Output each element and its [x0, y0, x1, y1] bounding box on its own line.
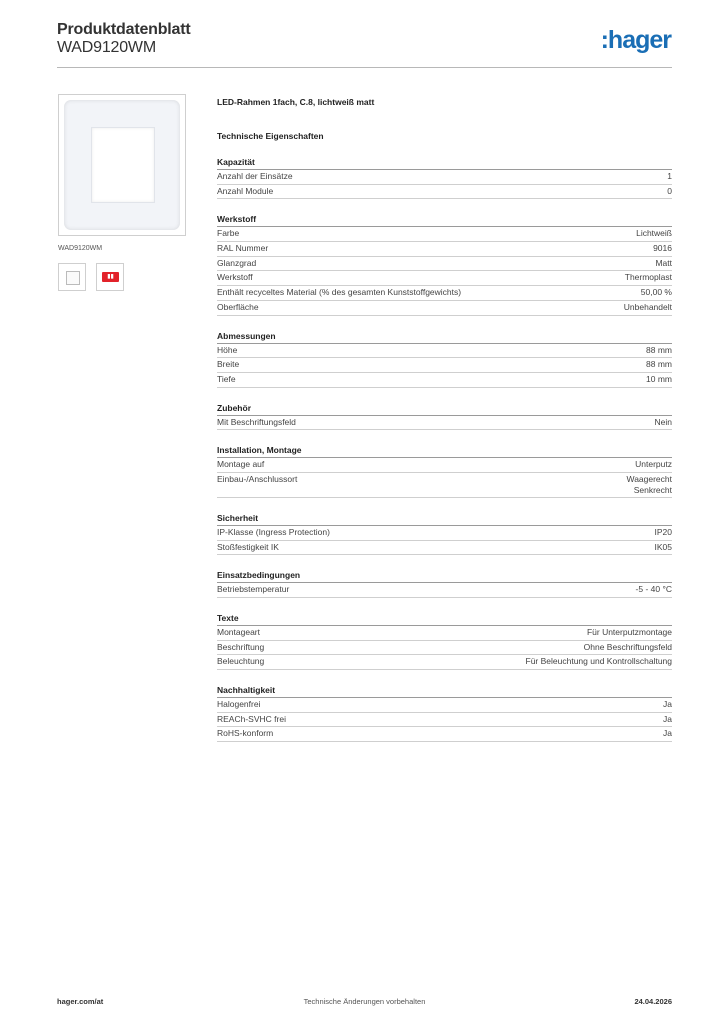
technical-properties-heading: Technische Eigenschaften [217, 131, 324, 141]
spec-row [217, 301, 672, 316]
spec-label: RAL Nummer [217, 243, 269, 254]
thumbnail-frame-view[interactable] [58, 263, 86, 291]
spec-label: Höhe [217, 344, 238, 355]
spec-label: Stoßfestigkeit IK [217, 541, 279, 552]
footer-website[interactable]: hager.com/at [57, 997, 104, 1006]
frame-thumbnail-icon [66, 271, 80, 285]
hager-logo: :hager [600, 26, 671, 54]
product-subtitle: LED-Rahmen 1fach, C.8, lichtweiß matt [217, 97, 375, 107]
section-title: Einsatzbedingungen [217, 569, 672, 583]
spec-row [217, 344, 672, 359]
spec-value: Ja [663, 713, 672, 724]
spec-row [217, 458, 672, 473]
frame-opening [91, 127, 155, 203]
spec-label: Montage auf [217, 459, 265, 470]
spec-row [217, 271, 672, 286]
product-code: WAD9120WM [57, 39, 156, 56]
spec-section [217, 402, 672, 431]
spec-value: Für Beleuchtung und Kontrollschaltung [525, 656, 672, 667]
spec-label: Beschriftung [217, 641, 265, 652]
page-header [57, 20, 671, 68]
spec-value: 88 mm [646, 344, 672, 355]
spec-label: Tiefe [217, 373, 236, 384]
spec-value: Matt [655, 257, 672, 268]
spec-row [217, 358, 672, 373]
footer-date: 24.04.2026 [634, 997, 672, 1006]
spec-row [217, 641, 672, 656]
spec-value: 88 mm [646, 359, 672, 370]
spec-value: 0 [667, 185, 672, 196]
spec-label: Glanzgrad [217, 257, 257, 268]
product-image-caption: WAD9120WM [58, 245, 103, 252]
spec-row [217, 242, 672, 257]
spec-value: 50,00 % [640, 287, 672, 298]
spec-label: Enthält recyceltes Material (% des gesamten Kunststoffgewichts) [217, 287, 462, 298]
spec-value: Unbehandelt [623, 301, 672, 312]
section-title: Nachhaltigkeit [217, 684, 672, 698]
spec-section [217, 156, 672, 199]
spec-row [217, 473, 672, 498]
product-image [58, 94, 186, 236]
spec-value: Ohne Beschriftungsfeld [583, 641, 672, 652]
spec-value: Ja [663, 728, 672, 739]
spec-row [217, 170, 672, 185]
spec-value: Für Unterputzmontage [586, 627, 672, 637]
spec-row [217, 626, 672, 641]
spec-section [217, 612, 672, 670]
spec-row [217, 698, 672, 713]
red-badge-icon: ▮▮ [102, 272, 119, 282]
spec-label: Mit Beschriftungsfeld [217, 416, 296, 427]
footer-disclaimer: Technische Änderungen vorbehalten [303, 997, 426, 1006]
spec-value: Thermoplast [624, 272, 672, 283]
section-title: Sicherheit [217, 512, 672, 526]
spec-row [217, 713, 672, 728]
product-details [217, 96, 672, 742]
spec-value: Unterputz [635, 459, 672, 470]
section-title: Kapazität [217, 156, 672, 170]
spec-row [217, 583, 672, 598]
spec-label: Breite [217, 359, 240, 370]
document-title: Produktdatenblatt [57, 21, 191, 38]
spec-value: IP20 [654, 526, 672, 537]
spec-row [217, 541, 672, 556]
spec-label: Werkstoff [217, 272, 253, 283]
spec-value-line: Senkrecht [633, 484, 672, 495]
spec-value [626, 474, 672, 496]
spec-label: Halogenfrei [217, 699, 261, 710]
thumbnail-label-view[interactable] [96, 263, 124, 291]
spec-section [217, 569, 672, 598]
spec-row [217, 257, 672, 272]
spec-value: 10 mm [646, 373, 672, 384]
spec-row [217, 373, 672, 388]
spec-value: Nein [654, 416, 672, 427]
spec-row [217, 655, 672, 670]
spec-label: Oberfläche [217, 301, 259, 312]
spec-label: RoHS-konform [217, 728, 274, 739]
spec-label: Beleuchtung [217, 656, 265, 667]
spec-label: Betriebstemperatur [217, 584, 290, 595]
frame-illustration [64, 100, 180, 230]
section-title: Werkstoff [217, 213, 672, 227]
spec-value: -5 - 40 °C [635, 584, 672, 595]
spec-section [217, 512, 672, 555]
spec-label: Anzahl der Einsätze [217, 171, 293, 181]
spec-section [217, 330, 672, 388]
spec-value-line: Waagerecht [626, 473, 672, 484]
spec-label: Farbe [217, 228, 240, 239]
section-title: Abmessungen [217, 330, 672, 344]
spec-section [217, 684, 672, 742]
spec-label: IP-Klasse (Ingress Protection) [217, 526, 330, 537]
spec-label: Montageart [217, 627, 260, 637]
spec-value: Lichtweiß [636, 228, 672, 239]
spec-section [217, 444, 672, 498]
spec-label: Anzahl Module [217, 185, 274, 196]
section-title: Installation, Montage [217, 444, 672, 458]
spec-label: Einbau-/Anschlussort [217, 473, 298, 484]
spec-row [217, 526, 672, 541]
spec-row [217, 286, 672, 301]
spec-row [217, 185, 672, 200]
spec-row [217, 227, 672, 242]
spec-sections [217, 156, 672, 742]
header-divider [57, 67, 672, 68]
section-title: Zubehör [217, 402, 672, 416]
spec-value: Ja [663, 699, 672, 710]
spec-section [217, 213, 672, 315]
spec-value: IK05 [654, 541, 672, 552]
spec-value: 9016 [653, 243, 672, 254]
spec-row [217, 416, 672, 431]
spec-value: 1 [667, 171, 672, 181]
spec-row [217, 727, 672, 742]
spec-label: REACh-SVHC frei [217, 713, 286, 724]
section-title: Texte [217, 612, 672, 626]
